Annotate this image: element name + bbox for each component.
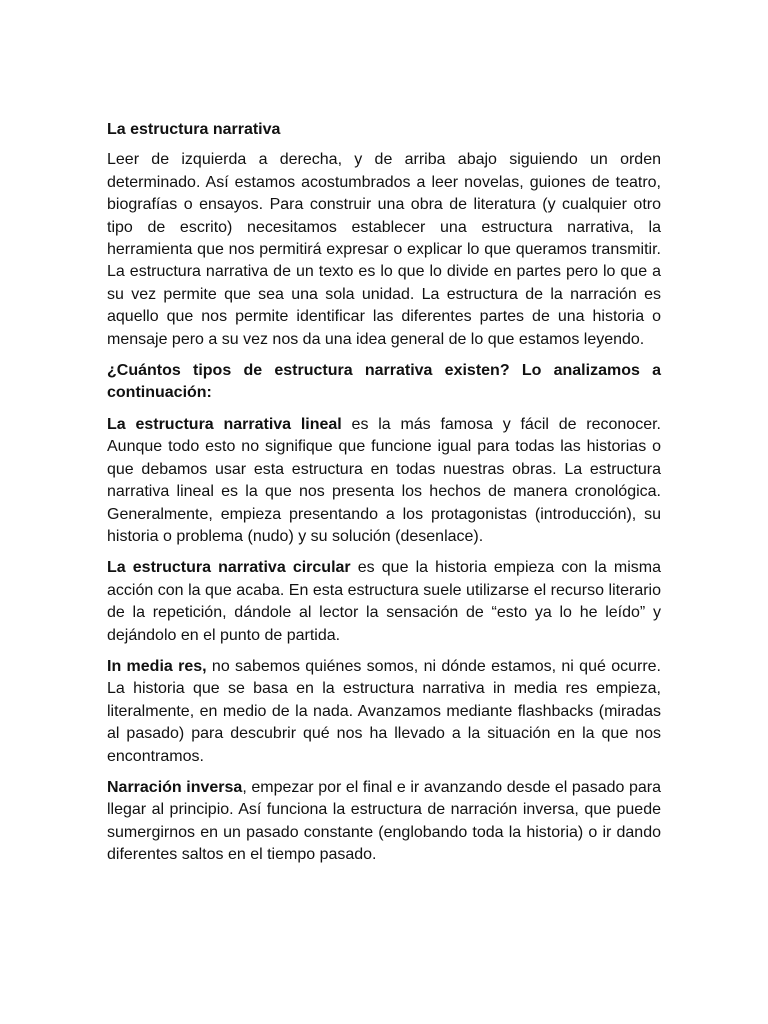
section-lead: Narración inversa: [107, 778, 243, 796]
section-lead: La estructura narrativa circular: [107, 559, 351, 577]
section-lead: In media res,: [107, 657, 207, 675]
question-heading: ¿Cuántos tipos de estructura narrativa existen? Lo analizamos a continuación:: [107, 362, 661, 402]
section-text: , empezar por el final e ir avanzando desde el pasado para llegar al principio. Así funciona la estructura de narración inversa, que puede sumergirnos en un pasado constante (englobando toda la historia) o ir dando diferentes saltos en el tiempo pasado.: [107, 778, 662, 864]
intro-paragraph: Leer de izquierda a derecha, y de arriba abajo siguiendo un orden determinado. Así estamos acostumbrados a leer novelas, guiones de teatro, biografías o ensayos. Para construir una obra de literatura (y cualquier otro tipo de escrito) necesitamos establecer una estructura narrativa, la herramienta que nos permitirá expresar o explicar lo que queramos transmitir. La estructura narrativa de un texto es lo que lo divide en partes pero lo que a su vez permite que sea una sola unidad. La estructura de la narración es aquello que nos permite identificar las diferentes partes de una historia o mensaje pero a su vez nos da una idea general de lo que estamos leyendo.: [107, 151, 661, 348]
document-title: La estructura narrativa: [107, 121, 281, 138]
section-inversa: [107, 777, 661, 867]
section-circular: [107, 557, 661, 647]
section-in-media-res: [107, 656, 661, 768]
section-text: es la más famosa y fácil de reconocer. Aunque todo esto no signifique que funcione igual para todas las historias o que debamos usar esta estructura en todas nuestras obras. La estructura narrativa lineal es la que nos presenta los hechos de manera cronológica. Generalmente, empieza presentando a los protagonistas (introducción), su historia o problema (nudo) y su solución (desenlace).: [107, 415, 661, 545]
section-text: no sabemos quiénes somos, ni dónde estamos, ni qué ocurre. La historia que se basa en la estructura narrativa in media res empieza, literalmente, en medio de la nada. Avanzamos mediante flashbacks (miradas al pasado) para descubrir qué nos ha llevado a la situación en la que nos encontramos.: [107, 657, 662, 765]
section-lead: La estructura narrativa lineal: [107, 415, 342, 433]
section-text: es que la historia empieza con la misma acción con la que acaba. En esta estructura suele utilizarse el recurso literario de la repetición, dándole al lector la sensación de “esto ya lo he leído” y dejándolo en el punto de partida.: [107, 559, 661, 644]
section-lineal: [107, 414, 661, 548]
document-page: [107, 119, 661, 876]
